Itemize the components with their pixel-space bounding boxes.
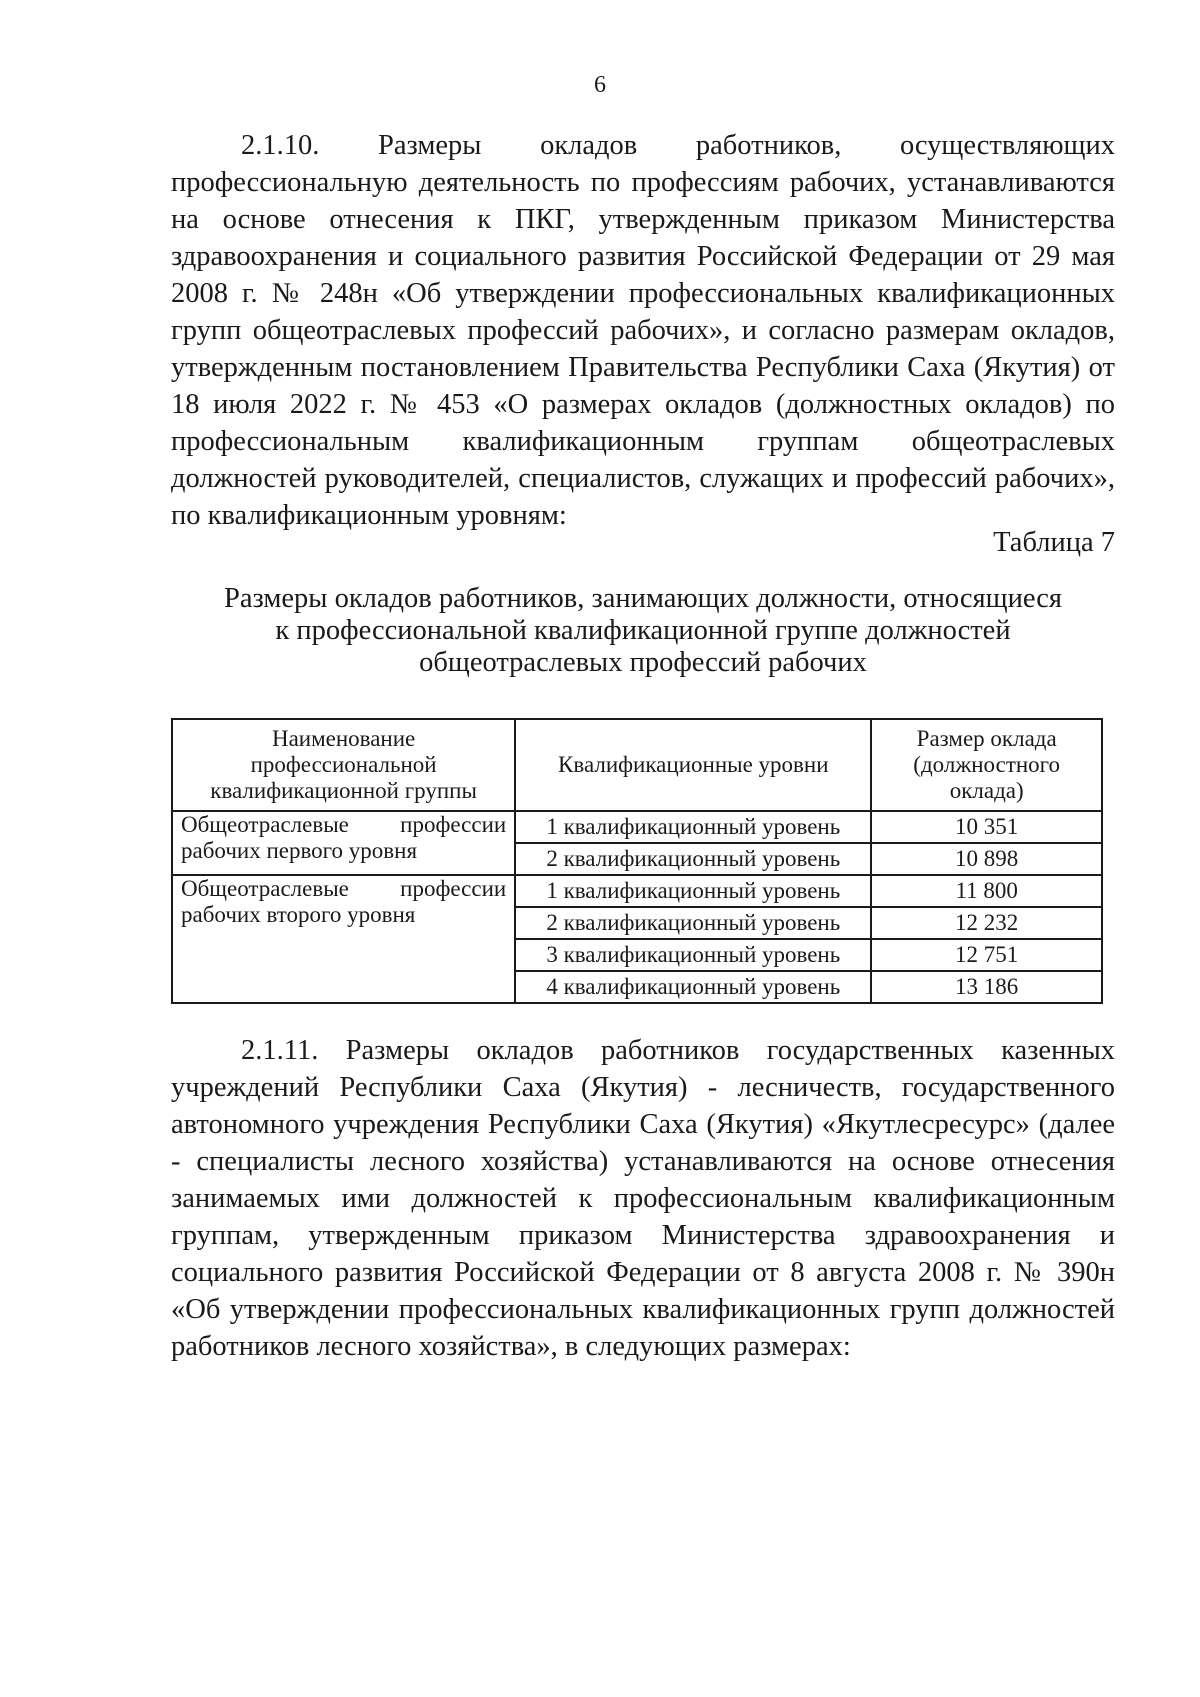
salary-cell: 12 751 xyxy=(871,939,1102,971)
table-row xyxy=(172,875,1102,907)
column-header-group: Наименование профессиональной квалификационной группы xyxy=(172,719,515,811)
table-title xyxy=(171,583,1115,679)
salary-cell: 11 800 xyxy=(871,875,1102,907)
salary-table xyxy=(171,718,1103,1004)
level-cell: 2 квалификационный уровень xyxy=(515,907,871,939)
salary-cell: 12 232 xyxy=(871,907,1102,939)
level-cell: 3 квалификационный уровень xyxy=(515,939,871,971)
level-cell: 4 квалификационный уровень xyxy=(515,971,871,1003)
page-number: 6 xyxy=(594,72,606,98)
level-cell: 2 квалификационный уровень xyxy=(515,843,871,875)
salary-cell: 10 351 xyxy=(871,811,1102,843)
table-title-line: Размеры окладов работников, занимающих должности, относящиеся xyxy=(224,583,1062,614)
table-header-row xyxy=(172,719,1102,811)
table-title-line: к профессиональной квалификационной группе должностей xyxy=(275,615,1011,646)
table-title-line: общеотраслевых профессий рабочих xyxy=(419,647,867,678)
table-row xyxy=(172,811,1102,843)
paragraph-2-1-11: 2.1.11. Размеры окладов работников государственных казенных учреждений Республики Саха (Якутия) - лесничеств, государственного автономного учреждения Республики Саха (Якутия) «Якутлесресурс» (далее - специалисты лесного хозяйства) устанавливаются на основе отнесения занимаемых ими должностей к профессиональным квалификационным группам, утвержденным приказом Министерства здравоохранения и социального развития Российской Федерации от 8 августа 2008 г. № 390н «Об утверждении профессиональных квалификационных групп должностей работников лесного хозяйства», в следующих размерах: xyxy=(171,1035,1115,1362)
column-header-level: Квалификационные уровни xyxy=(515,719,871,811)
group-name-cell: Общеотраслевые профессии рабочих первого уровня xyxy=(172,811,515,875)
salary-cell: 10 898 xyxy=(871,843,1102,875)
salary-cell: 13 186 xyxy=(871,971,1102,1003)
group-name-cell: Общеотраслевые профессии рабочих второго уровня xyxy=(172,875,515,1003)
level-cell: 1 квалификационный уровень xyxy=(515,875,871,907)
paragraph-2-1-10: 2.1.10. Размеры окладов работников, осуществляющих профессиональную деятельность по профессиям рабочих, устанавливаются на основе отнесения к ПКГ, утвержденным приказом Министерства здравоохранения и социального развития Российской Федерации от 29 мая 2008 г. № 248н «Об утверждении профессиональных квалификационных групп общеотраслевых профессий рабочих», и согласно размерам окладов, утвержденным постановлением Правительства Республики Саха (Якутия) от 18 июля 2022 г. № 453 «О размерах окладов (должностных окладов) по профессиональным квалификационным группам общеотраслевых должностей руководителей, специалистов, служащих и профессий рабочих», по квалификационным уровням: xyxy=(171,130,1115,531)
column-header-salary: Размер оклада (должностного оклада) xyxy=(871,719,1102,811)
table-label: Таблица 7 xyxy=(993,527,1115,558)
level-cell: 1 квалификационный уровень xyxy=(515,811,871,843)
